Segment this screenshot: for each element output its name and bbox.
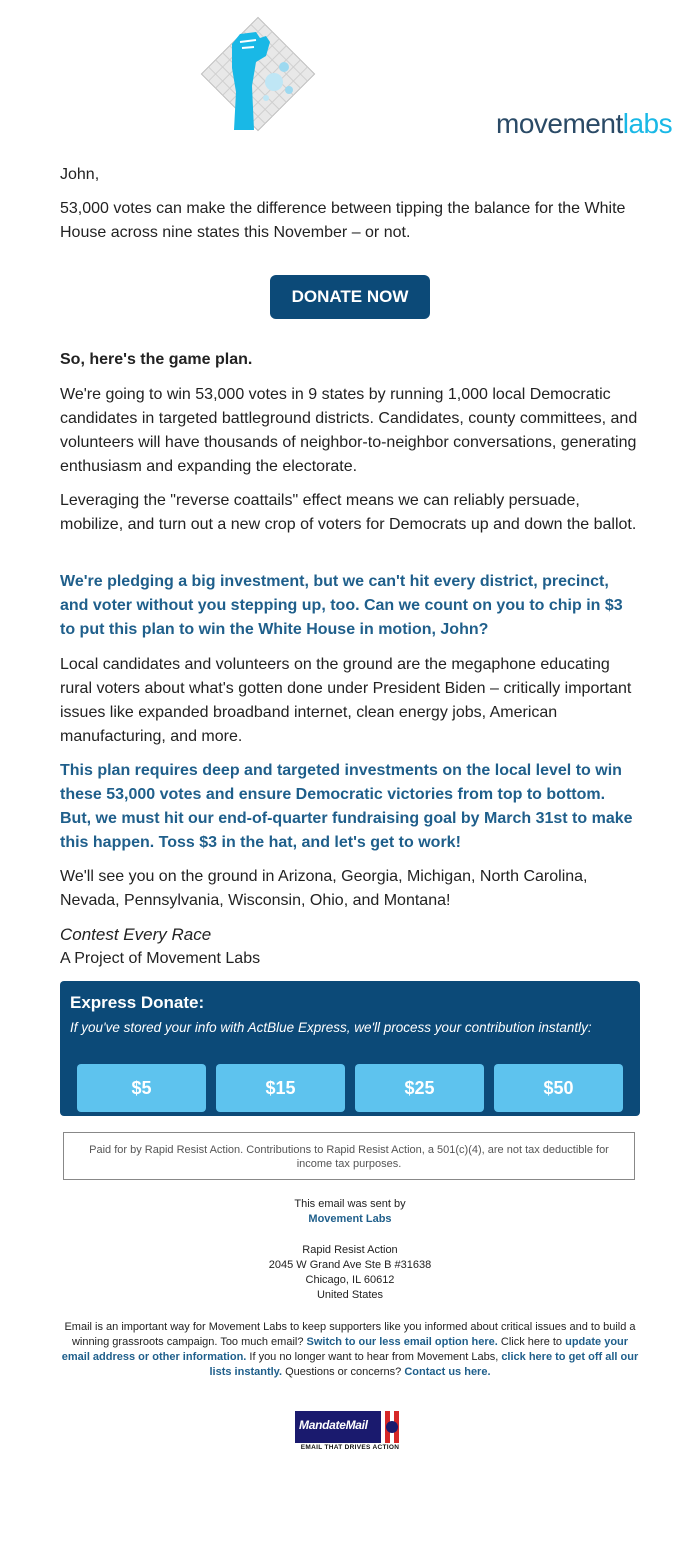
paid-for-disclaimer: Paid for by Rapid Resist Action. Contributions to Rapid Resist Action, a 501(c)(4), are not tax deductible for income tax purposes. (63, 1132, 635, 1180)
address-country: United States (316, 1289, 384, 1301)
greeting: John, (60, 166, 100, 183)
address-org: Rapid Resist Action (302, 1244, 398, 1256)
flag-stripes-icon (381, 1411, 405, 1443)
body-paragraph-3: Local candidates and volunteers on the ground are the megaphone educating rural voters about what's gotten done under President Biden – critically important issues like expanded broadband internet, clean energy jobs, American manufacturing, and more. (60, 656, 632, 745)
update-info-link[interactable]: update your email address or other information. (61, 1336, 629, 1363)
notice-text-2: Click here to (497, 1336, 566, 1348)
body-paragraph-2: Leveraging the "reverse coattails" effect means we can reliably persuade, mobilize, and turn out a new crop of voters for Democrats up and down the ballot. (60, 492, 637, 533)
plan-heading: So, here's the game plan. (60, 351, 253, 368)
signature-line-1: Contest Every Race (60, 925, 212, 944)
logo-word-movement: movement (496, 108, 623, 139)
logo-word-labs: labs (622, 108, 673, 139)
address-street: 2045 W Grand Ave Ste B #31638 (268, 1259, 432, 1271)
body-paragraph-4: We'll see you on the ground in Arizona, Georgia, Michigan, North Carolina, Nevada, Pennsylvania, Wisconsin, Ohio, and Montana! (60, 868, 588, 909)
highlight-paragraph-2[interactable]: This plan requires deep and targeted investments on the local level to win these 53,000 votes and ensure Democratic victories from top to bottom. But, we must hit our end-of-quarter fundraising goal by March 31st to make this happen. Toss $3 in the hat, and let's get to work! (60, 762, 633, 851)
donate-amount-button-15[interactable]: $15 (216, 1064, 345, 1112)
body-paragraph-1: We're going to win 53,000 votes in 9 states by running 1,000 local Democratic candidates in targeted battleground districts. Candidates, county committees, and volunteers will have thousands of neighbor-to-neighbor conversations, generating enthusiasm and expanding the electorate. (60, 386, 638, 475)
express-donate-title: Express Donate: (70, 993, 205, 1012)
email-preferences-notice (60, 1320, 640, 1380)
notice-text-4: Questions or concerns? (282, 1366, 405, 1378)
logo-wordmark (496, 110, 672, 138)
mandatemail-banner (295, 1411, 405, 1443)
address-block (60, 1243, 640, 1303)
intro-paragraph: 53,000 votes can make the difference between tipping the balance for the White House across nine states this November – or not. (60, 200, 626, 241)
highlight-paragraph-1[interactable]: We're pledging a big investment, but we can't hit every district, precinct, and voter without you stepping up, too. Can we count on you to chip in $3 to put this plan to win the White House in motion, John? (60, 573, 623, 638)
notice-text-1: Email is an important way for Movement Labs to keep supporters like you informed about critical issues and to build a winning grassroots campaign. Too much email? (64, 1321, 636, 1348)
sent-by-block (60, 1197, 640, 1227)
express-donate-panel (60, 981, 640, 1116)
contact-us-link[interactable]: Contact us here. (404, 1366, 491, 1378)
raised-fist-icon (196, 12, 506, 134)
movement-labs-logo[interactable] (196, 12, 673, 139)
donate-amount-button-5[interactable]: $5 (77, 1064, 206, 1112)
donate-amount-button-25[interactable]: $25 (355, 1064, 484, 1112)
address-city: Chicago, IL 60612 (305, 1274, 395, 1286)
mandatemail-name: MandateMail (299, 1418, 368, 1432)
donate-amount-button-50[interactable]: $50 (494, 1064, 623, 1112)
less-email-link[interactable]: Switch to our less email option here. (306, 1336, 498, 1348)
donate-now-button[interactable]: DONATE NOW (270, 275, 430, 319)
notice-text-3: If you no longer want to hear from Movement Labs, (246, 1351, 502, 1363)
express-donate-subtitle: If you've stored your info with ActBlue Express, we'll process your contribution instantly: (70, 1020, 592, 1035)
unsubscribe-link[interactable]: click here to get off all our lists instantly. (209, 1351, 639, 1378)
sent-by-text: This email was sent by (294, 1198, 406, 1210)
signature-line-2: A Project of Movement Labs (60, 950, 261, 967)
sender-link[interactable]: Movement Labs (308, 1213, 392, 1225)
mandatemail-tagline: EMAIL THAT DRIVES ACTION (300, 1444, 400, 1451)
mandatemail-logo[interactable] (295, 1411, 405, 1454)
